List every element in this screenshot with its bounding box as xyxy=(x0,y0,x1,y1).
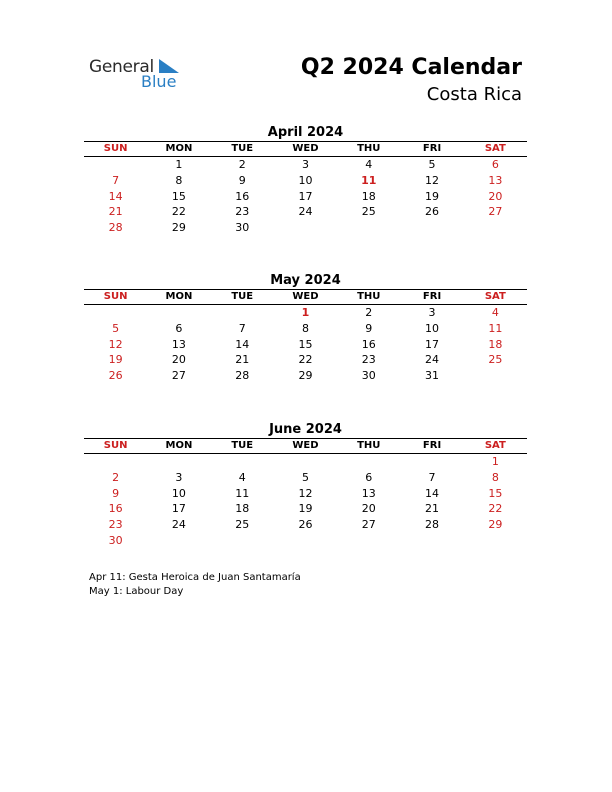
month-title: April 2024 xyxy=(267,125,344,140)
day-cell: 13 xyxy=(171,337,186,351)
day-cell: 5 xyxy=(428,158,436,171)
day-cell: 29 xyxy=(171,221,186,235)
day-cell: 29 xyxy=(298,369,313,383)
day-cell: 15 xyxy=(488,486,503,500)
day-cell: 27 xyxy=(488,205,503,219)
day-cell: 17 xyxy=(298,189,313,203)
day-cell: 9 xyxy=(112,486,120,500)
weekday-header: MON xyxy=(147,142,210,157)
day-cell: 3 xyxy=(301,158,309,171)
day-cell: 5 xyxy=(112,321,120,335)
day-cell xyxy=(400,454,463,470)
day-cell: 6 xyxy=(365,470,373,484)
country-name: Costa Rica xyxy=(426,84,522,105)
day-cell xyxy=(337,454,400,470)
week-row xyxy=(84,337,527,353)
day-cell: 10 xyxy=(298,173,313,187)
month-block-april xyxy=(84,124,527,236)
day-cell: 7 xyxy=(238,321,246,335)
day-cell: 14 xyxy=(108,189,123,203)
day-cell: 28 xyxy=(425,518,440,532)
day-cell: 22 xyxy=(298,353,313,367)
day-cell xyxy=(464,220,527,236)
day-cell: 16 xyxy=(235,189,250,203)
day-cell: 18 xyxy=(488,337,503,351)
day-cell: 23 xyxy=(361,353,376,367)
day-cell: 1 xyxy=(301,306,310,319)
month-calendar xyxy=(84,438,527,549)
day-cell: 7 xyxy=(428,470,436,484)
weekday-header: THU xyxy=(337,439,400,454)
logo-general-text: General xyxy=(89,57,154,77)
week-row xyxy=(84,517,527,533)
day-cell: 22 xyxy=(488,502,503,516)
day-cell: 1 xyxy=(175,158,183,171)
week-row xyxy=(84,173,527,189)
day-cell: 20 xyxy=(361,502,376,516)
weekday-header: SUN xyxy=(84,439,147,454)
day-cell xyxy=(400,533,463,549)
day-cell xyxy=(211,305,274,321)
month-title: June 2024 xyxy=(269,422,342,437)
day-cell: 25 xyxy=(488,353,503,367)
day-cell xyxy=(464,368,527,384)
day-cell: 26 xyxy=(425,205,440,219)
month-block-may xyxy=(84,272,527,384)
month-block-june xyxy=(84,421,527,549)
day-cell: 7 xyxy=(112,173,120,187)
weekday-header: FRI xyxy=(400,290,463,305)
day-cell xyxy=(274,533,337,549)
day-cell: 30 xyxy=(361,369,376,383)
day-cell xyxy=(400,220,463,236)
month-calendar xyxy=(84,141,527,236)
day-cell: 29 xyxy=(488,518,503,532)
holiday-note: May 1: Labour Day xyxy=(89,585,184,597)
week-row xyxy=(84,501,527,517)
day-cell: 23 xyxy=(108,518,123,532)
week-row xyxy=(84,470,527,486)
day-cell: 25 xyxy=(235,518,250,532)
weekday-header: WED xyxy=(274,439,337,454)
weekday-header: FRI xyxy=(400,142,463,157)
week-row xyxy=(84,157,527,173)
day-cell: 4 xyxy=(238,470,246,484)
day-cell: 28 xyxy=(235,369,250,383)
day-cell: 10 xyxy=(171,486,186,500)
day-cell: 13 xyxy=(361,486,376,500)
week-row xyxy=(84,321,527,337)
weekday-header: SUN xyxy=(84,290,147,305)
week-row xyxy=(84,486,527,502)
page-title: Q2 2024 Calendar xyxy=(300,55,522,80)
day-cell: 27 xyxy=(361,518,376,532)
day-cell: 12 xyxy=(298,486,313,500)
weekday-header: THU xyxy=(337,290,400,305)
week-row xyxy=(84,204,527,220)
weekday-header: TUE xyxy=(211,142,274,157)
day-cell: 1 xyxy=(491,455,499,468)
holiday-note: Apr 11: Gesta Heroica de Juan Santamaría xyxy=(89,572,301,583)
day-cell: 11 xyxy=(488,321,503,335)
day-cell: 30 xyxy=(108,533,123,547)
day-cell: 26 xyxy=(298,518,313,532)
day-cell: 17 xyxy=(425,337,440,351)
day-cell: 19 xyxy=(108,353,123,367)
day-cell: 17 xyxy=(171,502,186,516)
week-row xyxy=(84,220,527,236)
day-cell: 6 xyxy=(491,158,499,171)
day-cell: 12 xyxy=(108,337,123,351)
day-cell: 6 xyxy=(175,321,183,335)
week-row xyxy=(84,352,527,368)
day-cell: 30 xyxy=(235,221,250,235)
day-cell: 5 xyxy=(301,470,309,484)
weekday-header: MON xyxy=(147,439,210,454)
day-cell: 23 xyxy=(235,205,250,219)
week-row xyxy=(84,189,527,205)
day-cell: 16 xyxy=(108,502,123,516)
day-cell xyxy=(147,454,210,470)
day-cell: 20 xyxy=(171,353,186,367)
day-cell: 3 xyxy=(428,306,436,319)
day-cell: 24 xyxy=(298,205,313,219)
day-cell: 14 xyxy=(425,486,440,500)
day-cell: 2 xyxy=(365,306,373,319)
day-cell xyxy=(147,533,210,549)
day-cell: 22 xyxy=(171,205,186,219)
day-cell: 16 xyxy=(361,337,376,351)
weekday-header: FRI xyxy=(400,439,463,454)
logo xyxy=(89,55,189,95)
day-cell: 24 xyxy=(425,353,440,367)
weekday-header: WED xyxy=(274,142,337,157)
holiday-notes xyxy=(89,571,301,598)
day-cell: 19 xyxy=(298,502,313,516)
day-cell: 12 xyxy=(425,173,440,187)
day-cell xyxy=(84,305,147,321)
weekday-header: SAT xyxy=(464,142,527,157)
weekday-header: WED xyxy=(274,290,337,305)
day-cell: 21 xyxy=(235,353,250,367)
day-cell: 15 xyxy=(171,189,186,203)
weekday-header: TUE xyxy=(211,439,274,454)
day-cell xyxy=(211,454,274,470)
day-cell xyxy=(464,533,527,549)
month-calendar xyxy=(84,289,527,384)
day-cell: 4 xyxy=(491,306,499,319)
day-cell: 15 xyxy=(298,337,313,351)
day-cell: 2 xyxy=(238,158,246,171)
day-cell: 8 xyxy=(175,173,183,187)
day-cell xyxy=(274,220,337,236)
day-cell xyxy=(84,454,147,470)
day-cell: 9 xyxy=(365,321,373,335)
weekday-header: THU xyxy=(337,142,400,157)
day-cell: 21 xyxy=(425,502,440,516)
day-cell: 14 xyxy=(235,337,250,351)
day-cell: 25 xyxy=(361,205,376,219)
day-cell: 28 xyxy=(108,221,123,235)
day-cell xyxy=(147,305,210,321)
day-cell xyxy=(84,157,147,173)
day-cell: 21 xyxy=(108,205,123,219)
week-row xyxy=(84,533,527,549)
day-cell: 2 xyxy=(112,470,120,484)
weekday-header: SAT xyxy=(464,439,527,454)
day-cell: 3 xyxy=(175,470,183,484)
day-cell: 11 xyxy=(361,173,377,187)
day-cell: 27 xyxy=(171,369,186,383)
week-row xyxy=(84,305,527,321)
day-cell: 18 xyxy=(235,502,250,516)
day-cell: 11 xyxy=(235,486,250,500)
day-cell xyxy=(211,533,274,549)
day-cell: 20 xyxy=(488,189,503,203)
day-cell: 19 xyxy=(425,189,440,203)
day-cell: 10 xyxy=(425,321,440,335)
day-cell: 8 xyxy=(301,321,309,335)
week-row xyxy=(84,368,527,384)
day-cell: 13 xyxy=(488,173,503,187)
day-cell: 26 xyxy=(108,369,123,383)
day-cell: 18 xyxy=(361,189,376,203)
day-cell: 24 xyxy=(171,518,186,532)
weekday-header: SUN xyxy=(84,142,147,157)
week-row xyxy=(84,454,527,470)
day-cell xyxy=(337,220,400,236)
weekday-header: TUE xyxy=(211,290,274,305)
day-cell: 4 xyxy=(365,158,373,171)
day-cell: 31 xyxy=(425,369,440,383)
day-cell: 8 xyxy=(491,470,499,484)
weekday-header: MON xyxy=(147,290,210,305)
day-cell xyxy=(337,533,400,549)
day-cell xyxy=(274,454,337,470)
day-cell: 9 xyxy=(238,173,246,187)
month-title: May 2024 xyxy=(270,273,341,288)
logo-blue-text: Blue xyxy=(141,72,177,91)
weekday-header: SAT xyxy=(464,290,527,305)
